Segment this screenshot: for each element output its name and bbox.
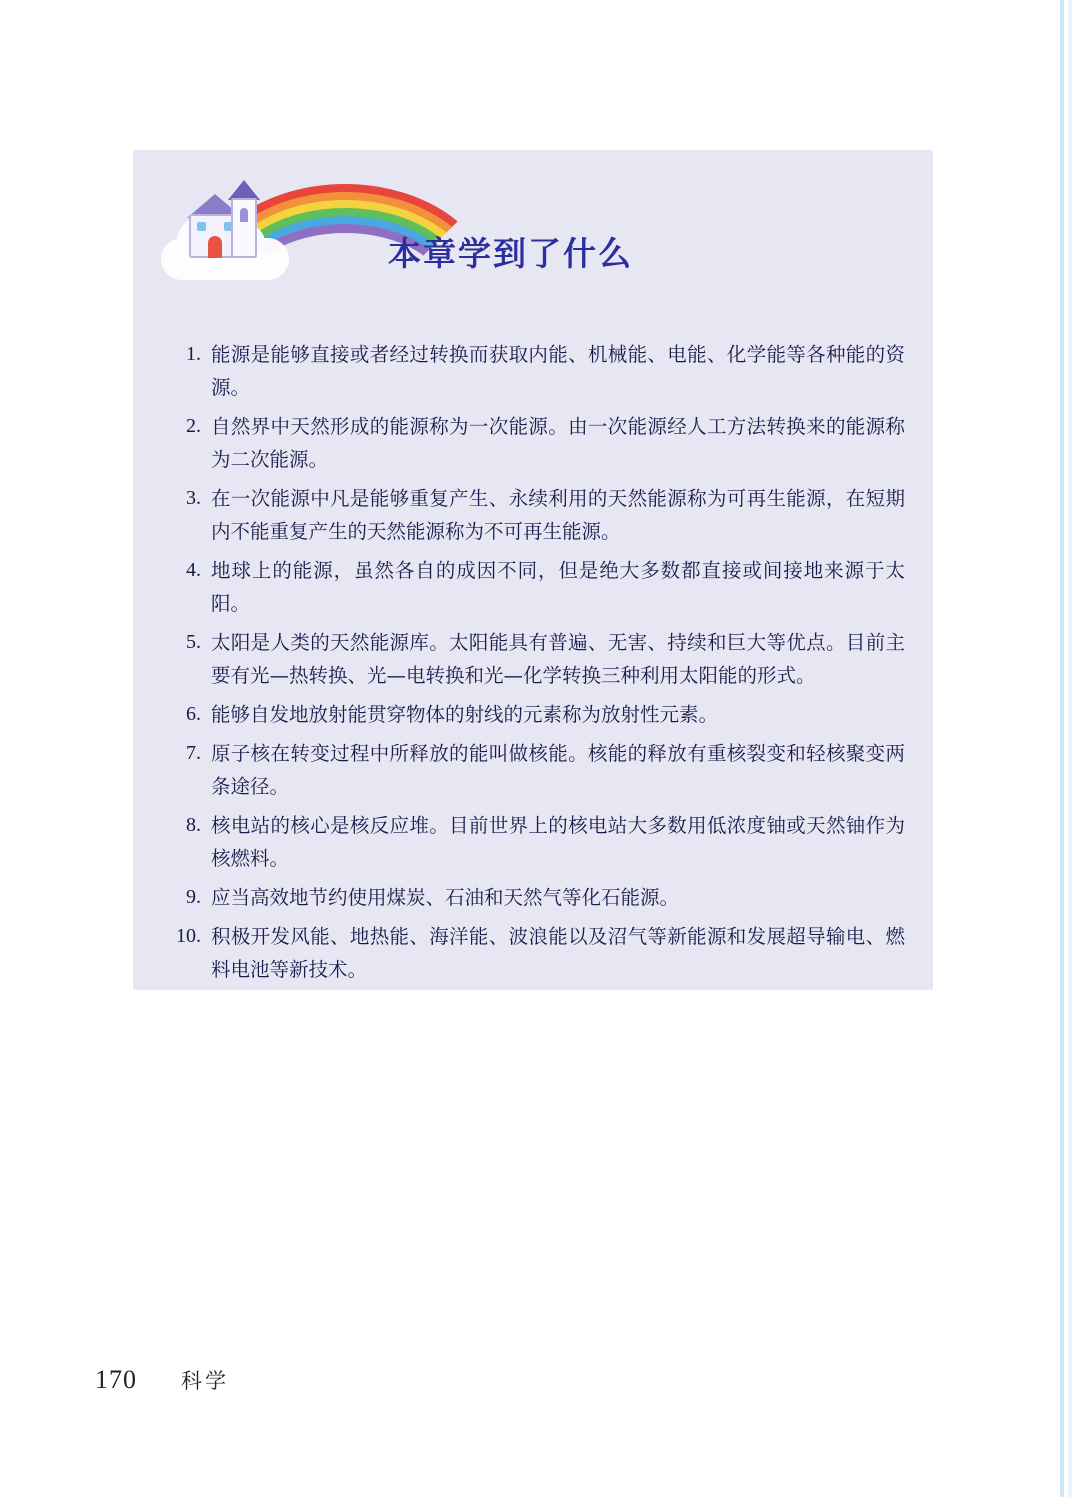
list-item-text: 能源是能够直接或者经过转换而获取内能、机械能、电能、化学能等各种能的资源。 — [211, 343, 905, 399]
summary-points-list — [165, 338, 905, 992]
list-item-text: 能够自发地放射能贯穿物体的射线的元素称为放射性元素。 — [211, 703, 719, 726]
list-item — [165, 698, 905, 731]
subject-label: 科学 — [181, 1369, 229, 1393]
list-item — [165, 626, 905, 692]
list-item — [165, 737, 905, 803]
page-edge-strip-outer — [1060, 0, 1064, 1497]
list-item — [165, 410, 905, 476]
list-item-text: 积极开发风能、地热能、海洋能、波浪能以及沼气等新能源和发展超导输电、燃料电池等新技术。 — [211, 925, 905, 981]
list-item-number: 3. — [186, 487, 201, 509]
card-header — [133, 150, 933, 310]
list-item — [165, 482, 905, 548]
list-item — [165, 881, 905, 914]
list-item-text: 应当高效地节约使用煤炭、石油和天然气等化石能源。 — [211, 886, 680, 909]
list-item-text: 太阳是人类的天然能源库。太阳能具有普遍、无害、持续和巨大等优点。目前主要有光—热转换、光—电转换和光—化学转换三种利用太阳能的形式。 — [211, 631, 905, 687]
list-item-number: 10. — [176, 925, 201, 947]
list-item-number: 8. — [186, 814, 201, 836]
list-item-number: 7. — [186, 742, 201, 764]
page-footer — [95, 1365, 229, 1395]
card-title: 本章学到了什么 — [388, 234, 633, 273]
list-item-number: 1. — [186, 343, 201, 365]
list-item-text: 自然界中天然形成的能源称为一次能源。由一次能源经人工方法转换来的能源称为二次能源。 — [211, 415, 905, 471]
chapter-summary-card — [133, 150, 933, 990]
list-item — [165, 809, 905, 875]
list-item-number: 6. — [186, 703, 201, 725]
page-edge-strip-inner — [1068, 0, 1072, 1497]
list-item-number: 2. — [186, 415, 201, 437]
list-item-number: 5. — [186, 631, 201, 653]
list-item-number: 4. — [186, 559, 201, 581]
list-item-text: 原子核在转变过程中所释放的能叫做核能。核能的释放有重核裂变和轻核聚变两条途径。 — [211, 742, 905, 798]
page-number: 170 — [95, 1365, 137, 1394]
tower-icon — [231, 180, 257, 258]
list-item-text: 地球上的能源，虽然各自的成因不同，但是绝大多数都直接或间接地来源于太阳。 — [211, 559, 905, 615]
list-item — [165, 554, 905, 620]
list-item — [165, 338, 905, 404]
list-item-number: 9. — [186, 886, 201, 908]
list-item-text: 在一次能源中凡是能够重复产生、永续利用的天然能源称为可再生能源，在短期内不能重复产生的天然能源称为不可再生能源。 — [211, 487, 905, 543]
list-item-text: 核电站的核心是核反应堆。目前世界上的核电站大多数用低浓度铀或天然铀作为核燃料。 — [211, 814, 905, 870]
list-item — [165, 920, 905, 986]
